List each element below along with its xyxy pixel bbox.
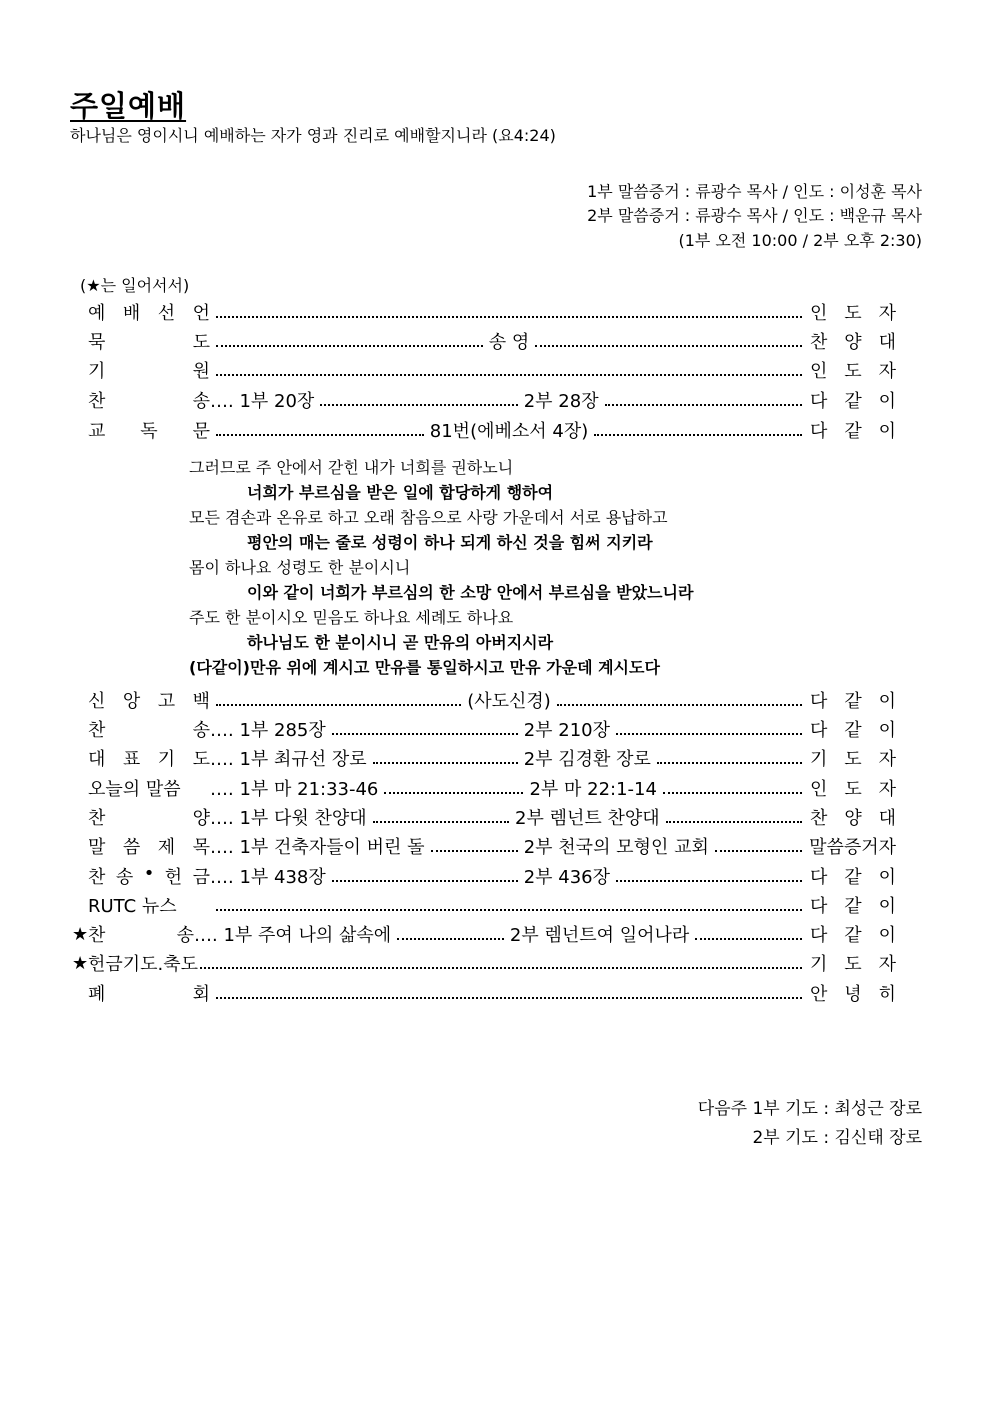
leader-dots (605, 404, 802, 406)
part2-detail: 2부 28장 (523, 391, 599, 412)
part2-detail: 2부 210장 (523, 720, 611, 741)
leader-dots (373, 821, 509, 823)
responsible-party: 다 같 이 (810, 925, 896, 946)
part1-detail: …. 1부 건축자들이 버린 돌 (210, 837, 425, 858)
order-row (72, 893, 896, 917)
leader-dots (373, 762, 518, 764)
order-item: 찬 양 (88, 808, 210, 829)
order-row (72, 776, 896, 800)
order-item: 찬 송 (88, 720, 210, 741)
service-times: (1부 오전 10:00 / 2부 오후 2:30) (678, 231, 922, 250)
order-item: 기 원 (88, 361, 210, 382)
reading-line: 너희가 부르심을 받은 일에 합당하게 행하여 (247, 483, 554, 502)
responsible-party: 말씀증거자 (809, 837, 897, 858)
order-row (72, 951, 896, 975)
order-item: 신 앙 고 백 (88, 691, 210, 712)
next-week-prayer-1: 다음주 1부 기도 : 최성근 장로 (697, 1099, 922, 1119)
standing-star: ★ (72, 952, 89, 974)
part2-detail: 2부 436장 (523, 867, 611, 888)
order-item: 말 씀 제 목 (88, 837, 210, 858)
order-item: 묵 도 (88, 332, 210, 353)
responsible-party: 다 같 이 (810, 896, 896, 917)
order-item: 교 독 문 (88, 421, 210, 442)
order-row (72, 358, 896, 382)
leader-dots (431, 850, 518, 852)
standing-note: (★는 일어서서) (80, 276, 190, 295)
leader-dots (216, 345, 483, 347)
leader-dots (657, 762, 802, 764)
leader-dots (616, 733, 802, 735)
order-row (72, 834, 896, 858)
order-row (72, 418, 896, 442)
leader-dots (695, 938, 802, 940)
responsible-party: 다 같 이 (810, 720, 896, 741)
leader-dots (594, 434, 802, 436)
part1-detail: …. 1부 다윗 찬양대 (210, 808, 367, 829)
reading-line: 모든 겸손과 온유로 하고 오래 참음으로 사랑 가운데서 서로 용납하고 (189, 508, 668, 527)
leader-dots (397, 938, 504, 940)
order-row (72, 717, 896, 741)
leader-dots (616, 880, 802, 882)
responsible-party: 다 같 이 (810, 867, 896, 888)
standing-star: ★ (72, 923, 89, 945)
preacher-info-1: 1부 말씀증거 : 류광수 목사 / 인도 : 이성훈 목사 (587, 182, 922, 201)
order-detail: (사도신경) (467, 691, 551, 712)
order-row (72, 922, 896, 946)
part1-detail: …. 1부 주여 나의 삶속에 (194, 925, 392, 946)
responsible-party: 다 같 이 (810, 691, 896, 712)
part1-detail: …. 1부 마 21:33-46 (210, 779, 379, 800)
part1-detail: …. 1부 최규선 장로 (210, 749, 367, 770)
order-item: 찬 송 (88, 925, 194, 946)
order-item: 폐 회 (88, 984, 210, 1005)
order-row (72, 746, 896, 770)
responsible-party: 인 도 자 (810, 303, 896, 324)
order-detail: 81번(에베소서 4장) (429, 421, 589, 442)
order-item: 헌금기도.축도 (88, 954, 199, 975)
part2-detail: 2부 김경환 장로 (523, 749, 651, 770)
responsible-party: 찬 양 대 (810, 808, 896, 829)
leader-dots (320, 404, 517, 406)
responsible-party: 기 도 자 (810, 954, 896, 975)
responsible-party: 다 같 이 (810, 421, 896, 442)
part1-detail: …. 1부 438장 (210, 867, 326, 888)
responsible-party: 인 도 자 (810, 779, 896, 800)
order-row (72, 388, 896, 412)
reading-line: 평안의 매는 줄로 성령이 하나 되게 하신 것을 힘써 지키라 (247, 533, 653, 552)
order-item: RUTC 뉴스 (88, 896, 177, 917)
next-week-prayer-2: 2부 기도 : 김신태 장로 (752, 1128, 922, 1148)
preacher-info-2: 2부 말씀증거 : 류광수 목사 / 인도 : 백운규 목사 (587, 206, 922, 225)
leader-dots (715, 850, 802, 852)
responsible-party: 기 도 자 (810, 749, 896, 770)
page-title: 주일예배 (70, 89, 187, 123)
responsible-party: 안 녕 히 (810, 984, 896, 1005)
leader-dots (216, 434, 424, 436)
reading-line: 하나님도 한 분이시니 곧 만유의 아버지시라 (247, 633, 554, 652)
responsible-party: 인 도 자 (810, 361, 896, 382)
reading-line: (다같이)만유 위에 계시고 만유를 통일하시고 만유 가운데 계시도다 (189, 658, 660, 677)
leader-dots (535, 345, 802, 347)
part2-detail: 2부 렘넌트 찬양대 (515, 808, 660, 829)
leader-dots (216, 374, 802, 376)
order-item: 오늘의 말씀 (88, 779, 181, 800)
leader-dots (663, 792, 802, 794)
reading-line: 그러므로 주 안에서 갇힌 내가 너희를 권하노니 (189, 458, 514, 477)
leader-dots (200, 967, 802, 969)
responsible-party: 다 같 이 (810, 391, 896, 412)
leader-dots (332, 880, 518, 882)
part2-detail: 2부 천국의 모형인 교회 (523, 837, 709, 858)
part2-detail: 2부 마 22:1-14 (529, 779, 657, 800)
order-row (72, 688, 896, 712)
leader-dots (666, 821, 802, 823)
order-row (72, 329, 896, 353)
leader-dots (216, 997, 802, 999)
leader-dots (332, 733, 518, 735)
part2-detail: 2부 렘넌트여 일어나라 (509, 925, 690, 946)
leader-dots (557, 704, 802, 706)
part1-detail: …. 1부 285장 (210, 720, 326, 741)
part1-detail: …. 1부 20장 (210, 391, 315, 412)
order-row (72, 300, 896, 324)
order-item: 예 배 선 언 (88, 303, 210, 324)
order-detail: 송 영 (488, 332, 530, 353)
order-row (72, 805, 896, 829)
order-item: 찬 송 • 헌 금 (88, 863, 210, 888)
order-item: 찬 송 (88, 391, 210, 412)
reading-line: 몸이 하나요 성령도 한 분이시니 (189, 558, 411, 577)
responsible-party: 찬 양 대 (810, 332, 896, 353)
leader-dots (384, 792, 523, 794)
reading-line: 주도 한 분이시오 믿음도 하나요 세례도 하나요 (189, 608, 514, 627)
theme-verse: 하나님은 영이시니 예배하는 자가 영과 진리로 예배할지니라 (요4:24) (70, 126, 556, 145)
order-row (72, 981, 896, 1005)
order-row (72, 864, 896, 888)
order-item: 대 표 기 도 (88, 749, 210, 770)
reading-line: 이와 같이 너희가 부르심의 한 소망 안에서 부르심을 받았느니라 (247, 583, 694, 602)
leader-dots (216, 704, 461, 706)
leader-dots (216, 316, 802, 318)
leader-dots (216, 909, 802, 911)
